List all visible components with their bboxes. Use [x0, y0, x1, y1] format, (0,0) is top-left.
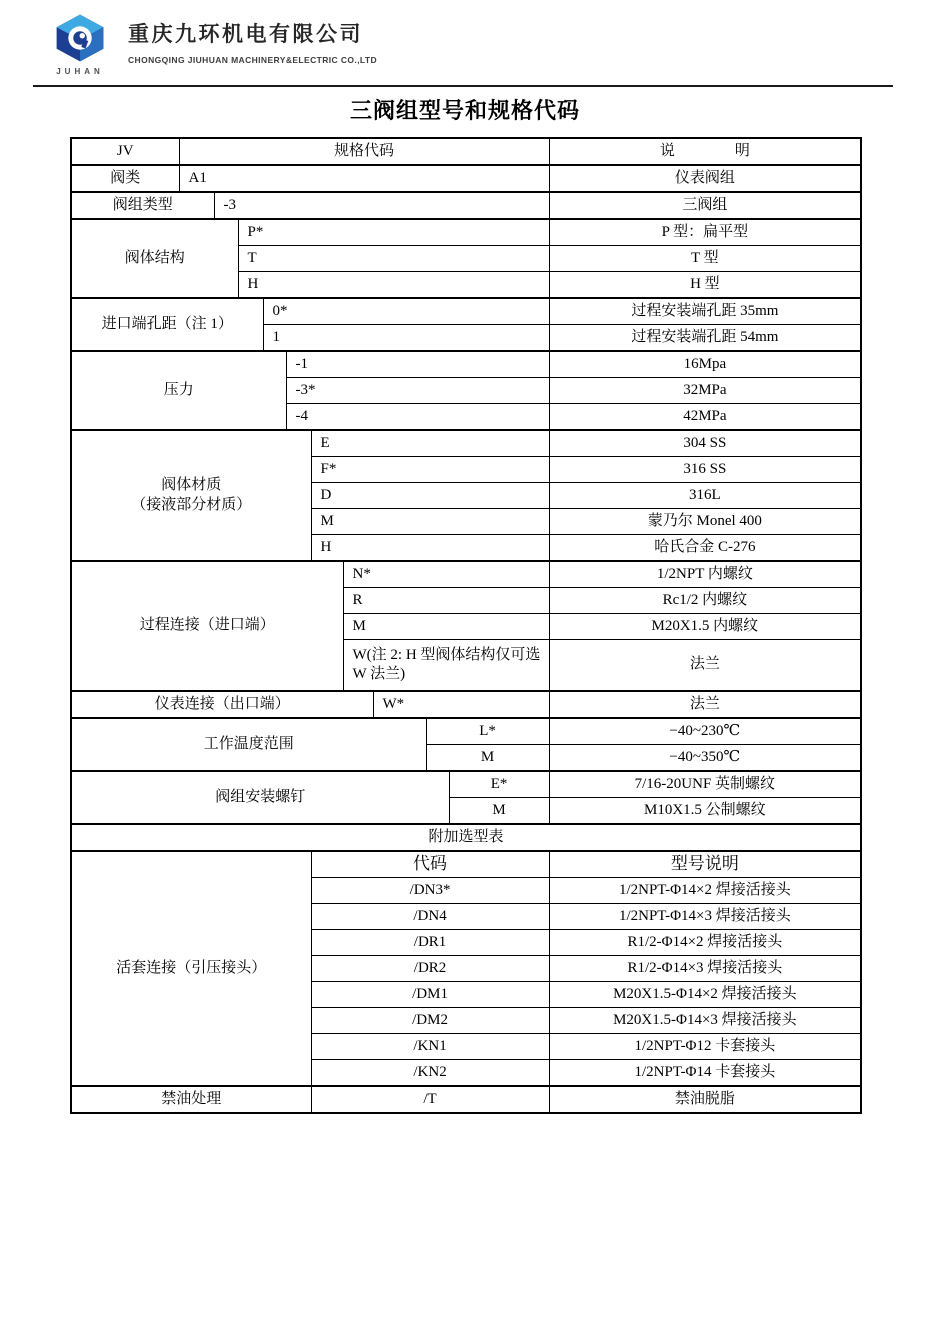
- desc-cell: 法兰: [549, 691, 861, 718]
- spec-code-cell: M: [311, 509, 549, 535]
- row-label: 进口端孔距（注 1）: [71, 298, 263, 351]
- desc-cell: 316 SS: [549, 457, 861, 483]
- desc-cell: T 型: [549, 246, 861, 272]
- spec-code-cell: /KN1: [311, 1034, 549, 1060]
- col-header-spec-code: 规格代码: [179, 138, 549, 165]
- spec-code-cell: /T: [311, 1086, 549, 1113]
- spec-code-cell: -4: [286, 404, 549, 431]
- extra-options-title-row: [71, 824, 861, 851]
- spec-code-cell: -3*: [286, 378, 549, 404]
- desc-cell: 42MPa: [549, 404, 861, 431]
- desc-cell: P 型：扁平型: [549, 219, 861, 246]
- table-row: [71, 351, 861, 378]
- row-label: 阀体结构: [71, 219, 238, 298]
- col-header-desc: 说 明: [549, 138, 861, 165]
- extra-col-header-code: 代码: [311, 851, 549, 878]
- desc-cell: 1/2NPT-Φ14×2 焊接活接头: [549, 878, 861, 904]
- desc-cell: 16Mpa: [549, 351, 861, 378]
- desc-cell: −40~230℃: [549, 718, 861, 745]
- desc-cell: 蒙乃尔 Monel 400: [549, 509, 861, 535]
- row-label: 阀组类型: [71, 192, 214, 219]
- desc-cell: R1/2-Φ14×3 焊接活接头: [549, 956, 861, 982]
- spec-code-cell: M: [343, 614, 549, 640]
- spec-code-cell: E: [311, 430, 549, 457]
- desc-cell: 仪表阀组: [549, 165, 861, 192]
- desc-cell: 1/2NPT-Φ12 卡套接头: [549, 1034, 861, 1060]
- company-name-cn: 重庆九环机电有限公司: [128, 23, 363, 46]
- page-title: 三阀组型号和规格代码: [349, 98, 580, 123]
- spec-code-cell: P*: [238, 219, 549, 246]
- spec-code-cell: H: [311, 535, 549, 562]
- spec-code-cell: /KN2: [311, 1060, 549, 1087]
- row-label: 工作温度范围: [71, 718, 426, 771]
- row-label: 阀体材质 （接液部分材质）: [71, 430, 311, 561]
- spec-code-cell: H: [238, 272, 549, 299]
- desc-cell: H 型: [549, 272, 861, 299]
- logo-hexagon-icon: [53, 12, 107, 64]
- company-header: [48, 12, 377, 76]
- spec-code-cell: 1: [263, 325, 549, 352]
- spec-code-cell: N*: [343, 561, 549, 588]
- row-label: 阀组安装螺钉: [71, 771, 449, 824]
- company-logo: [48, 12, 112, 76]
- row-label: 活套连接（引压接头）: [71, 851, 311, 1086]
- table-row: [71, 1086, 861, 1113]
- spec-code-cell: /DM1: [311, 982, 549, 1008]
- desc-cell: −40~350℃: [549, 745, 861, 772]
- extra-options-title: 附加选型表: [71, 824, 861, 851]
- table-row: [71, 192, 861, 219]
- row-label: 仪表连接（出口端）: [71, 691, 373, 718]
- spec-table: [70, 137, 862, 1114]
- table-row: [71, 718, 861, 745]
- table-row: [71, 219, 861, 246]
- spec-code-cell: D: [311, 483, 549, 509]
- spec-code-cell: -3: [214, 192, 549, 219]
- company-names: [128, 12, 377, 65]
- spec-code-cell: 0*: [263, 298, 549, 325]
- table-row: [71, 165, 861, 192]
- desc-cell: 7/16-20UNF 英制螺纹: [549, 771, 861, 798]
- spec-code-cell: A1: [179, 165, 549, 192]
- spec-code-cell: M: [449, 798, 549, 825]
- desc-cell: 哈氏合金 C-276: [549, 535, 861, 562]
- desc-cell: R1/2-Φ14×2 焊接活接头: [549, 930, 861, 956]
- spec-code-cell: R: [343, 588, 549, 614]
- extra-header-row: [71, 851, 861, 878]
- desc-cell: 1/2NPT-Φ14 卡套接头: [549, 1060, 861, 1087]
- row-label: 阀类: [71, 165, 179, 192]
- table-row: [71, 691, 861, 718]
- table-header-row: [71, 138, 861, 165]
- spec-code-cell: /DR2: [311, 956, 549, 982]
- spec-code-cell: /DM2: [311, 1008, 549, 1034]
- table-row: [71, 430, 861, 457]
- spec-code-cell: /DR1: [311, 930, 549, 956]
- row-label: 压力: [71, 351, 286, 430]
- desc-cell: Rc1/2 内螺纹: [549, 588, 861, 614]
- desc-cell: 三阀组: [549, 192, 861, 219]
- desc-cell: 禁油脱脂: [549, 1086, 861, 1113]
- table-row: [71, 298, 861, 325]
- extra-col-header-desc: 型号说明: [549, 851, 861, 878]
- desc-cell: M20X1.5-Φ14×3 焊接活接头: [549, 1008, 861, 1034]
- col-header-jv: JV: [71, 138, 179, 165]
- spec-code-cell: W(注 2: H 型阀体结构仅可选 W 法兰): [343, 640, 549, 692]
- desc-cell: 1/2NPT-Φ14×3 焊接活接头: [549, 904, 861, 930]
- row-label: 过程连接（进口端）: [71, 561, 343, 691]
- table-row: [71, 561, 861, 588]
- spec-code-cell: T: [238, 246, 549, 272]
- logo-wordmark: JUHAN: [56, 67, 104, 76]
- spec-code-cell: W*: [373, 691, 549, 718]
- desc-cell: M10X1.5 公制螺纹: [549, 798, 861, 825]
- header-divider: [33, 85, 893, 87]
- desc-cell: 过程安装端孔距 54mm: [549, 325, 861, 352]
- spec-code-cell: E*: [449, 771, 549, 798]
- table-row: [71, 771, 861, 798]
- desc-cell: 32MPa: [549, 378, 861, 404]
- company-name-en: CHONGQING JIUHUAN MACHINERY&ELECTRIC CO.,LTD: [128, 55, 377, 65]
- desc-cell: M20X1.5 内螺纹: [549, 614, 861, 640]
- desc-cell: 法兰: [549, 640, 861, 692]
- spec-code-cell: -1: [286, 351, 549, 378]
- spec-code-cell: /DN3*: [311, 878, 549, 904]
- desc-cell: 过程安装端孔距 35mm: [549, 298, 861, 325]
- spec-code-cell: /DN4: [311, 904, 549, 930]
- spec-code-cell: F*: [311, 457, 549, 483]
- spec-code-cell: M: [426, 745, 549, 772]
- desc-cell: 316L: [549, 483, 861, 509]
- desc-cell: 1/2NPT 内螺纹: [549, 561, 861, 588]
- desc-cell: 304 SS: [549, 430, 861, 457]
- row-label: 禁油处理: [71, 1086, 311, 1113]
- desc-cell: M20X1.5-Φ14×2 焊接活接头: [549, 982, 861, 1008]
- spec-code-cell: L*: [426, 718, 549, 745]
